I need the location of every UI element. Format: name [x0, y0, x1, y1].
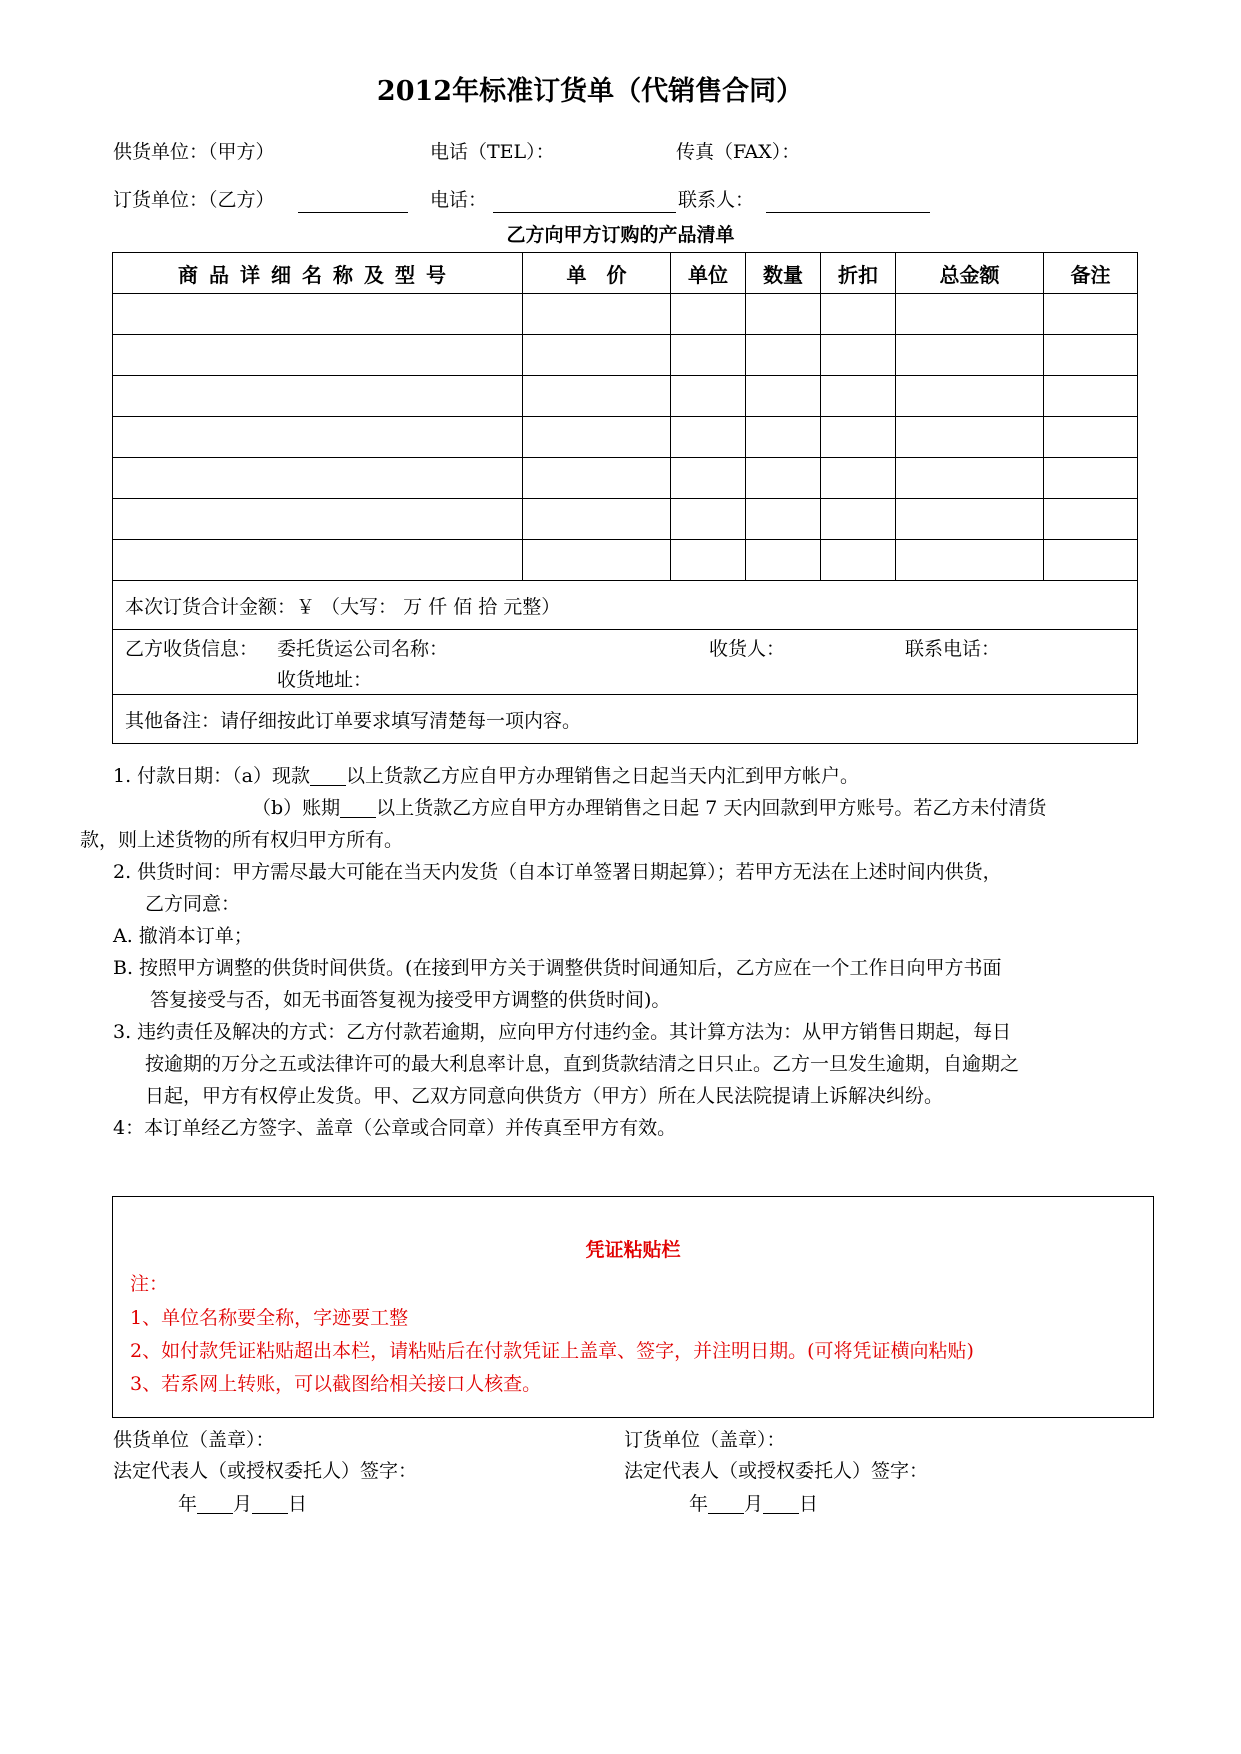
- buyer-tel-blank[interactable]: [493, 192, 676, 213]
- discount-cell[interactable]: [821, 294, 896, 335]
- month-blank[interactable]: [708, 1495, 744, 1514]
- buyer-contact-blank[interactable]: [766, 192, 930, 213]
- freight-company-label: 委托货运公司名称：: [277, 638, 449, 660]
- receive-info-cell[interactable]: [113, 630, 1138, 695]
- table-row: [113, 458, 1138, 499]
- delivery-address-label: 收货地址：: [277, 669, 373, 691]
- total-cell[interactable]: [896, 294, 1044, 335]
- term-1b-blank[interactable]: [340, 799, 376, 818]
- quantity-cell[interactable]: [746, 376, 821, 417]
- table-row: [113, 540, 1138, 581]
- product-cell[interactable]: [113, 335, 523, 376]
- product-cell[interactable]: [113, 458, 523, 499]
- remark-cell[interactable]: [1044, 376, 1138, 417]
- term-2-line2: 乙方同意：: [145, 893, 241, 915]
- voucher-paste-box[interactable]: [112, 1196, 1154, 1418]
- voucher-title: 凭证粘贴栏: [585, 1239, 681, 1261]
- quantity-cell[interactable]: [746, 540, 821, 581]
- buyer-tel-label: 电话：: [430, 189, 488, 211]
- supplier-label: 供货单位：（甲方）: [113, 141, 275, 163]
- supplier-tel-label: 电话（TEL）：: [430, 141, 555, 163]
- total-cell[interactable]: [896, 540, 1044, 581]
- unit-cell[interactable]: [671, 294, 746, 335]
- table-row: [113, 335, 1138, 376]
- unit-cell[interactable]: [671, 417, 746, 458]
- term-1a: [113, 767, 859, 786]
- supplier-fax-label: 传真（FAX）：: [676, 141, 801, 163]
- supplier-seal-label: 供货单位（盖章）：: [113, 1429, 275, 1451]
- buyer-rep-sign-label: 法定代表人（或授权委托人）签字：: [624, 1460, 929, 1482]
- product-cell[interactable]: [113, 499, 523, 540]
- price-cell[interactable]: [523, 294, 671, 335]
- table-row: [113, 294, 1138, 335]
- day-label: 日: [799, 1493, 819, 1515]
- remark-cell[interactable]: [1044, 335, 1138, 376]
- receive-info-label: 乙方收货信息：: [125, 638, 259, 660]
- product-cell[interactable]: [113, 417, 523, 458]
- voucher-note-3: 3、若系网上转账，可以截图给相关接口人核查。: [130, 1373, 542, 1395]
- day-blank[interactable]: [763, 1495, 799, 1514]
- product-cell[interactable]: [113, 540, 523, 581]
- unit-cell[interactable]: [671, 376, 746, 417]
- unit-cell[interactable]: [671, 499, 746, 540]
- remark-cell[interactable]: [1044, 458, 1138, 499]
- month-blank[interactable]: [197, 1495, 233, 1514]
- discount-cell[interactable]: [821, 417, 896, 458]
- term-a: A. 撤消本订单；: [113, 925, 253, 947]
- price-cell[interactable]: [523, 458, 671, 499]
- unit-cell[interactable]: [671, 540, 746, 581]
- product-cell[interactable]: [113, 294, 523, 335]
- day-blank[interactable]: [252, 1495, 288, 1514]
- other-note-text: 其他备注：请仔细按此订单要求填写清楚每一项内容。: [113, 695, 1138, 744]
- col-header-discount: 折扣: [821, 253, 896, 294]
- col-header-total: 总金额: [896, 253, 1044, 294]
- consignee-phone-label: 联系电话：: [905, 638, 1001, 660]
- total-cell[interactable]: [896, 458, 1044, 499]
- term-1b: [252, 799, 1046, 818]
- discount-cell[interactable]: [821, 458, 896, 499]
- term-1b-text: 以上货款乙方应自甲方办理销售之日起 7 天内回款到甲方账号。若乙方未付清货: [376, 797, 1047, 819]
- product-cell[interactable]: [113, 376, 523, 417]
- buyer-label: 订货单位：（乙方）: [113, 189, 275, 211]
- term-1a-blank[interactable]: [310, 767, 346, 786]
- year-label: 年: [178, 1493, 198, 1515]
- term-3-line2: 按逾期的万分之五或法律许可的最大利息率计息，直到货款结清之日只止。乙方一旦发生逾期，自逾期之: [145, 1053, 1020, 1075]
- price-cell[interactable]: [523, 540, 671, 581]
- term-1b-label: （b）账期: [252, 797, 341, 819]
- discount-cell[interactable]: [821, 335, 896, 376]
- table-row: [113, 417, 1138, 458]
- quantity-cell[interactable]: [746, 417, 821, 458]
- price-cell[interactable]: [523, 376, 671, 417]
- other-note-row: [113, 695, 1138, 744]
- supplier-date: [178, 1495, 307, 1514]
- month-label: 月: [744, 1493, 764, 1515]
- total-cell[interactable]: [896, 499, 1044, 540]
- receive-info-row: [113, 630, 1138, 695]
- total-cell[interactable]: [896, 376, 1044, 417]
- discount-cell[interactable]: [821, 499, 896, 540]
- table-row: [113, 499, 1138, 540]
- quantity-cell[interactable]: [746, 499, 821, 540]
- term-2-line1: 2. 供货时间：甲方需尽最大可能在当天内发货（自本订单签署日期起算）；若甲方无法在上述时间内供货，: [113, 861, 1002, 883]
- voucher-note-2: 2、如付款凭证粘贴超出本栏，请粘贴后在付款凭证上盖章、签字，并注明日期。(可将凭证横向粘贴): [130, 1340, 974, 1362]
- buyer-date: [689, 1495, 818, 1514]
- col-header-unit: 单位: [671, 253, 746, 294]
- buyer-seal-label: 订货单位（盖章）：: [624, 1429, 786, 1451]
- quantity-cell[interactable]: [746, 335, 821, 376]
- unit-cell[interactable]: [671, 335, 746, 376]
- price-cell[interactable]: [523, 335, 671, 376]
- term-b-line1: B. 按照甲方调整的供货时间供货。(在接到甲方关于调整供货时间通知后，乙方应在一个工作日向甲方书面: [113, 957, 1002, 979]
- total-cell[interactable]: [896, 417, 1044, 458]
- voucher-note-label: 注：: [130, 1273, 169, 1295]
- quantity-cell[interactable]: [746, 458, 821, 499]
- unit-cell[interactable]: [671, 458, 746, 499]
- col-header-remark: 备注: [1044, 253, 1138, 294]
- term-b-line2: 答复接受与否，如无书面答复视为接受甲方调整的供货时间)。: [150, 989, 671, 1011]
- quantity-cell[interactable]: [746, 294, 821, 335]
- total-amount-text[interactable]: 本次订货合计金额：￥ （大写： 万 仟 佰 拾 元整）: [113, 581, 1138, 630]
- table-header-row: [113, 253, 1138, 294]
- page-title: 2012年标准订货单（代销售合同）: [376, 76, 804, 107]
- term-3-line1: 3. 违约责任及解决的方式：乙方付款若逾期，应向甲方付违约金。其计算方法为：从甲方销售日期起，每日: [113, 1021, 1012, 1043]
- price-cell[interactable]: [523, 417, 671, 458]
- remark-cell[interactable]: [1044, 499, 1138, 540]
- term-3-line3: 日起，甲方有权停止发货。甲、乙双方同意向供货方（甲方）所在人民法院提请上诉解决纠纷。: [145, 1085, 944, 1107]
- col-header-price: 单 价: [523, 253, 671, 294]
- remark-cell[interactable]: [1044, 294, 1138, 335]
- term-1a-text: 以上货款乙方应自甲方办理销售之日起当天内汇到甲方帐户。: [346, 765, 860, 787]
- product-table: [112, 252, 1138, 744]
- product-list-title: 乙方向甲方订购的产品清单: [506, 224, 735, 246]
- consignee-label: 收货人：: [709, 638, 786, 660]
- remark-cell[interactable]: [1044, 417, 1138, 458]
- buyer-name-blank[interactable]: [298, 192, 408, 213]
- remark-cell[interactable]: [1044, 540, 1138, 581]
- table-row: [113, 376, 1138, 417]
- col-header-quantity: 数量: [746, 253, 821, 294]
- discount-cell[interactable]: [821, 540, 896, 581]
- month-label: 月: [233, 1493, 253, 1515]
- buyer-contact-label: 联系人：: [678, 189, 755, 211]
- term-1a-label: 1. 付款日期：（a）现款: [113, 765, 310, 787]
- term-1b-cont: 款，则上述货物的所有权归甲方所有。: [80, 829, 404, 851]
- discount-cell[interactable]: [821, 376, 896, 417]
- day-label: 日: [288, 1493, 308, 1515]
- price-cell[interactable]: [523, 499, 671, 540]
- supplier-rep-sign-label: 法定代表人（或授权委托人）签字：: [113, 1460, 418, 1482]
- col-header-product: 商品详细名称及型号: [113, 253, 523, 294]
- term-4: 4：本订单经乙方签字、盖章（公章或合同章）并传真至甲方有效。: [113, 1117, 677, 1139]
- year-label: 年: [689, 1493, 709, 1515]
- total-amount-row: [113, 581, 1138, 630]
- total-cell[interactable]: [896, 335, 1044, 376]
- voucher-note-1: 1、单位名称要全称，字迹要工整: [130, 1307, 409, 1329]
